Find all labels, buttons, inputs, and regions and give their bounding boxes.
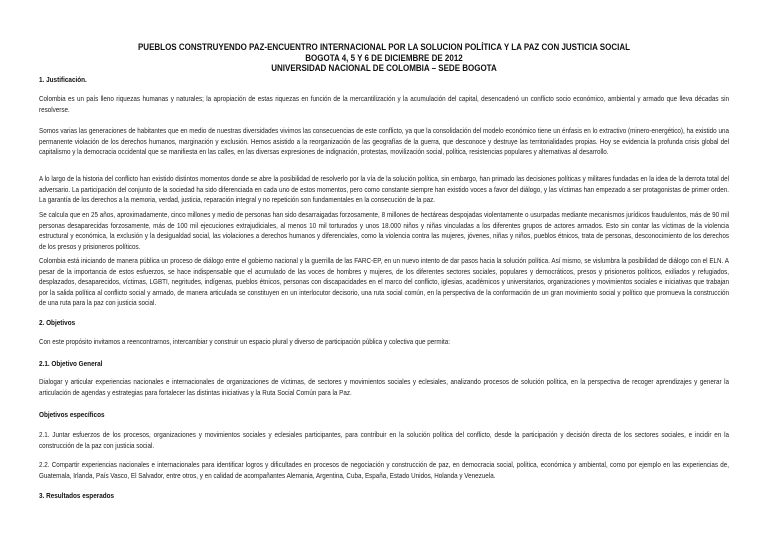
document-title xyxy=(87,42,680,74)
title-line-3: UNIVERSIDAD NACIONAL DE COLOMBIA – SEDE BOGOTA xyxy=(271,63,497,74)
heading-objetivo-general: 2.1. Objetivo General xyxy=(39,359,103,368)
heading-objetivos: 2. Objetivos xyxy=(39,318,76,327)
paragraph-justificacion-5: Colombia está iniciando de manera pública un proceso de diálogo entre el gobierno nacional y la guerrilla de las FARC-EP, en un nuevo intento de dar pasos hacia la solución política. Así mismo, se vislumbra la posibilidad de diálogo con el ELN. A pesar de la importancia de estos esfuerzos, se hace indispensable que el acumulado de las voces de hombres y mujeres, de los diferentes sectores sociales, populares y democráticos, presos y prisioneros políticos, exiliados y refugiados, desplazados, desaparecidos, víctimas, LGBTI, negritudes, indígenas, pueblos étnicos, personas con discapacidades en el marco del conflicto, iglesias, académicos y universitarios, organizaciones y movimientos sociales e iniciativas que trabajan por la salida política al conflicto social y armado, de manera articulada se constituyen en un interlocutor decisorio, una ruta social común, en la perspectiva de la conformación de un gran movimiento social y político que promueva la construcción de una ruta para la paz con justicia social. xyxy=(39,256,729,308)
paragraph-objetivos-intro: Con este propósito invitamos a reencontrarnos, intercambiar y construir un espacio plural y diverso de participación pública y colectiva que permita: xyxy=(39,337,451,346)
heading-justificacion: 1. Justificación. xyxy=(39,75,87,84)
heading-resultados-esperados: 3. Resultados esperados xyxy=(39,491,115,500)
objetivo-especifico-1: 2.1. Juntar esfuerzos de los procesos, organizaciones y movimientos sociales y eclesiales participantes, para contribuir en la solución política del conflicto, desde la participación y decisión directa de los sectores sociales, e incidir en la construcción de la paz con justicia social. xyxy=(39,430,729,450)
paragraph-justificacion-2: Somos varias las generaciones de habitantes que en medio de nuestras diversidades vivimos las consecuencias de este conflicto, ya que la consolidación del modelo económico tiene un énfasis en lo extractivo (minero-energético), ha existido una permanente violación de los derechos humanos, marginación y exclusión. Hemos asistido a la reorganización de las geografías de la guerra, que desconoce y destruye las territorialidades propias. Hoy se evidencia la profunda crisis global del capitalismo y la democracia occidental que se manifiesta en las calles, en las diversas expresiones de indignación, protestas, movilización social, política, resistencias populares y alternativas al desarrollo. xyxy=(39,126,729,157)
paragraph-justificacion-1: Colombia es un país lleno riquezas humanas y naturales; la apropiación de estas riquezas en función de la mercantilización y la acumulación del capital, desencadenó un conflicto socio económico, ambiental y armado que lleva décadas sin resolverse. xyxy=(39,94,729,114)
heading-objetivos-especificos: Objetivos específicos xyxy=(39,410,105,419)
paragraph-justificacion-3: A lo largo de la historia del conflicto han existido distintos momentos donde se abre la posibilidad de resolverlo por la vía de la solución política, sin embargo, han primado las decisiones políticas y militares fundadas en la idea de la derrota total del adversario. La participación del conjunto de la sociedad ha sido diferenciada en cada uno de estos momentos, pero como constante siempre han existido voces a favor del diálogo, y las víctimas han empezado a ser protagonistas de primer orden. La garantía de los derechos a la memoria, verdad, justicia, reparación integral y no repetición son fundamentales en la consecución de la paz. xyxy=(39,174,729,205)
objetivo-especifico-2: 2.2. Compartir experiencias nacionales e internacionales para identificar logros y dificultades en procesos de negociación y construcción de paz, en democracia social, política, económica y ambiental, como por ejemplo en las experiencias de, Guatemala, Irlanda, País Vasco, El Salvador, entre otros, y en calidad de acompañantes Alemania, Argentina, Cuba, España, Estado Unidos, Holanda y Venezuela. xyxy=(39,460,729,480)
paragraph-justificacion-4: Se calcula que en 25 años, aproximadamente, cinco millones y medio de personas han sido desarraigadas forzosamente, 8 millones de hectáreas despojadas violentamente o usurpadas mediante mecanismos jurídicos fraudulentos, más de 90 mil personas desaparecidas forzosamente, más de 100 mil ejecuciones extrajudiciales, al menos 10 mil torturados y unos 18.000 niños y niñas vinculadas a los diferentes grupos de actores armados. Esto sin contar las víctimas de la violencia estructural y económica, la exclusión y la desigualdad social, las violaciones a derechos humanos y diferenciales, como la violencia contra las mujeres, jóvenes, niñas y niños, pueblos étnicos, trata de personas, desconocimiento de los derechos de los presos y prisioneros políticos. xyxy=(39,210,729,251)
title-line-2: BOGOTA 4, 5 Y 6 DE DICIEMBRE DE 2012 xyxy=(305,52,463,63)
paragraph-objetivo-general: Dialogar y articular experiencias nacionales e internacionales de organizaciones de víctimas, de sectores y movimientos sociales y eclesiales, analizando procesos de solución política, en la perspectiva de recoger aprendizajes y generar la articulación de agendas y estrategias para fortalecer las distintas iniciativas y la Ruta Social Común para la Paz. xyxy=(39,377,729,397)
title-line-1: PUEBLOS CONSTRUYENDO PAZ-ENCUENTRO INTERNACIONAL POR LA SOLUCION POLÍTICA Y LA PAZ CON JUSTICIA SOCIAL xyxy=(137,42,631,52)
